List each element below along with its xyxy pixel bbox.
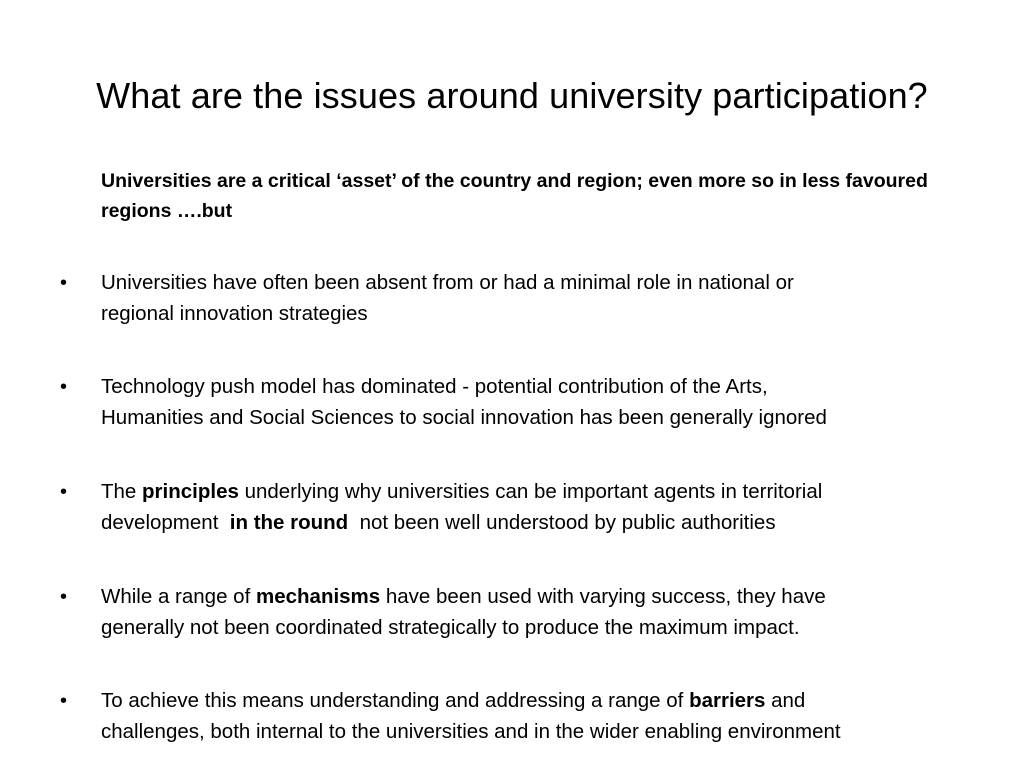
- bullet-text-segment: development: [101, 510, 230, 534]
- bullet-emphasis: principles: [142, 480, 239, 503]
- slide-title: What are the issues around university participation?: [96, 75, 928, 116]
- bullet-text: [101, 686, 969, 747]
- bullet-text-segment: underlying why universities can be important agents in territorial: [238, 480, 823, 503]
- bullet-text: [101, 268, 969, 329]
- bullet-emphasis: barriers: [689, 689, 766, 712]
- bullet-line: Universities have often been absent from or had a minimal role in national or: [101, 271, 794, 294]
- bullet-icon: •: [60, 272, 68, 294]
- bullet-line: Humanities and Social Sciences to social innovation has been generally ignored: [101, 405, 827, 429]
- bullet-text: [101, 582, 969, 643]
- bullet-line: generally not been coordinated strategically to produce the maximum impact.: [101, 615, 800, 639]
- bullet-icon: •: [60, 586, 68, 608]
- bullet-text-segment: The: [101, 480, 143, 503]
- bullet-text-segment: not been well understood by public authorities: [348, 510, 776, 534]
- bullet-text-segment: have been used with varying success, they have: [380, 585, 826, 608]
- bullet-icon: •: [60, 690, 68, 712]
- bullet-emphasis: in the round: [229, 510, 349, 534]
- bullet-line: challenges, both internal to the universities and in the wider enabling environment: [101, 719, 841, 743]
- bullet-text-segment: While a range of: [101, 585, 256, 608]
- bullet-text: [101, 372, 969, 433]
- bullet-text-segment: and: [765, 689, 806, 712]
- bullet-emphasis: mechanisms: [255, 585, 381, 608]
- intro-text: Universities are a critical ‘asset’ of the country and region; even more so in less favoured regions ….but: [101, 170, 928, 222]
- bullet-text-segment: To achieve this means understanding and addressing a range of: [101, 689, 690, 712]
- bullet-icon: •: [60, 481, 68, 503]
- bullet-line: regional innovation strategies: [101, 301, 368, 325]
- bullet-line: Technology push model has dominated - potential contribution of the Arts,: [101, 375, 768, 398]
- bullet-text: [101, 477, 969, 538]
- bullet-icon: •: [60, 376, 68, 398]
